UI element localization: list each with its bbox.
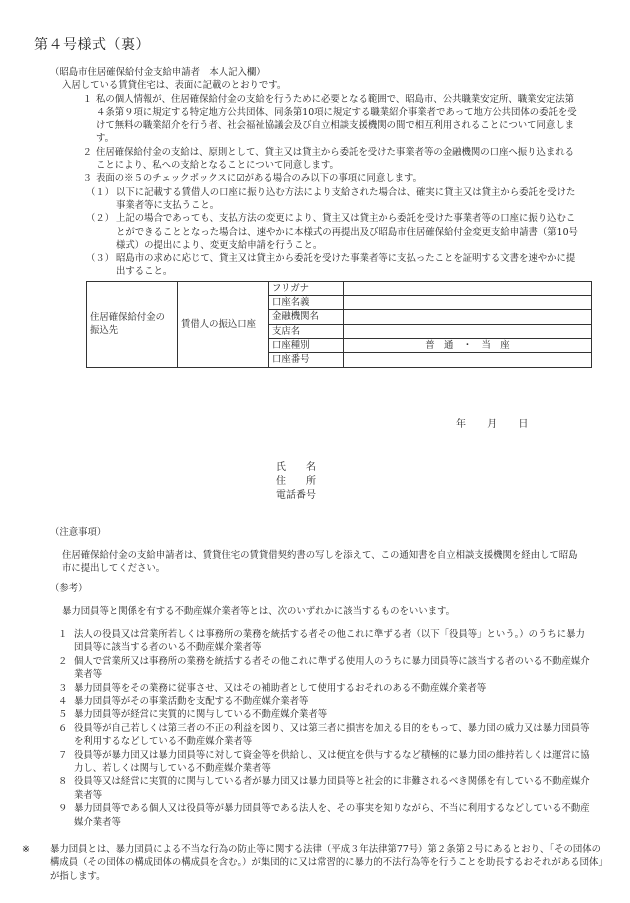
subitem-number: （１） <box>86 186 115 198</box>
reference-item: ３ 暴力団員等をその業務に従事させ、又はその補助者として使用するおそれのある不動産媒介業者等 <box>58 682 487 694</box>
item-text: 私の個人情報が、住居確保給付金の支給を行うために必要となる範囲で、昭島市、公共職業安定所、職業安定法第４条第９項に規定する特定地方公共団体、同条第10項に規定する職業紹介事業者であって地方公共団体の委託を受けて無料の職業紹介を行う者、社会福祉協議会及び自立相談支援機関の間で相互利用されることについて同意します。 <box>96 93 577 145</box>
consent-item <box>50 93 580 146</box>
row-label-bank-name: 金融機関名 <box>269 310 344 324</box>
signature-block[interactable] <box>276 461 336 503</box>
intro-text: 入居している賃貸住宅は、表面に記載のとおりです。 <box>62 80 287 92</box>
reference-item: １ 法人の役員又は営業所若しくは事務所の業務を統括する者その他これに準ずる者（以下「役員等」という。）のうちに暴力団員等に該当する者のいる不動産媒介業者等 <box>58 628 585 654</box>
reference-item: ８ 役員等又は経営に実質的に関与している者が暴力団又は暴力団員等と社会的に非難されるべき関係を有している不動産媒介業者等 <box>58 776 590 801</box>
form-title: 第４号様式（裏） <box>34 37 150 53</box>
subitem-text: 昭島市の求めに応じて、貸主又は貸主から委託を受けた事業者等に支払ったことを証明する文書を速やかに提出すること。 <box>116 253 576 278</box>
consent-section <box>50 66 580 368</box>
item-text: 住居確保給付金の支給は、原則として、貸主又は貸主から委託を受けた事業者等の金融機関の口座へ振り込まれることにより、私への支給となることについて同意します。 <box>96 146 574 172</box>
signature-phone-label: 電話番号 <box>276 490 316 501</box>
consent-subitem <box>50 252 580 279</box>
signature-name-label: 氏 名 <box>276 462 316 473</box>
row-label-account-type: 口座種別 <box>269 338 344 352</box>
bank-name-field[interactable] <box>344 310 592 324</box>
notes-text: 住居確保給付金の支給申請者は、賃貸住宅の賃貸借契約書の写しを添えて、この通知書を自立相談支援機関を経由して昭島市に提出してください。 <box>62 550 578 575</box>
reference-item: ４ 暴力団員等がその事業活動を支配する不動産媒介業者等 <box>58 696 309 708</box>
bank-account-table <box>86 281 592 368</box>
reference-item: ６ 役員等が自己若しくは第三者の不正の利益を図り、又は第三者に損害を加える目的をもって、暴力団の威力又は暴力団員等を利用するなどしている不動産媒介業者等 <box>58 722 590 748</box>
section-header: （昭島市住居確保給付金支給申請者 本人記入欄） <box>50 67 266 78</box>
date-year: 年 <box>456 419 466 430</box>
footnote-mark: ※ <box>22 844 30 855</box>
row-label-furigana: フリガナ <box>269 281 344 295</box>
reference-header: （参考） <box>50 583 88 595</box>
reference-item: ５ 暴力団員等が経営に実質的に関与している不動産媒介業者等 <box>58 709 328 721</box>
furigana-field[interactable] <box>344 281 592 295</box>
reference-item: ９ 暴力団員等である個人又は役員等が暴力団員等である法人を、その事実を知りながら、不当に利用するなどしている不動産媒介業者等 <box>58 803 590 828</box>
signature-address-label: 住 所 <box>276 476 316 487</box>
subitem-text: 以下に記載する賃借人の口座に振り込む方法により支給された場合は、確実に貸主又は貸主から委託を受けた事業者等に支払うこと。 <box>116 186 576 211</box>
consent-subitem <box>50 186 580 213</box>
account-type-options[interactable]: 普 通 ・ 当 座 <box>344 338 592 352</box>
item-text: 表面の※５のチェックボックスに☑がある場合のみ以下の事項に同意します。 <box>96 173 423 185</box>
date-day: 日 <box>518 419 529 430</box>
row-label-account-holder: 口座名義 <box>269 296 344 310</box>
reference-section <box>50 573 590 829</box>
footnote <box>22 843 604 883</box>
reference-item: ７ 役員等が暴力団又は暴力団員等に対して資金等を供給し、又は便宜を供与するなど積極的に暴力団の維持若しくは運営に協力し、若しくは関与している不動産媒介業者等 <box>58 749 590 775</box>
subitem-number: （３） <box>86 253 115 265</box>
item-number: １ <box>82 93 92 105</box>
account-number-field[interactable] <box>344 353 592 367</box>
tenant-account-label: 賃借人の振込口座 <box>178 281 269 367</box>
date-line[interactable] <box>456 415 556 430</box>
consent-subitem <box>50 212 580 252</box>
consent-item <box>50 146 580 173</box>
account-holder-field[interactable] <box>344 296 592 310</box>
branch-name-field[interactable] <box>344 324 592 338</box>
footnote-text: 暴力団員とは、暴力団員による不当な行為の防止等に関する法律（平成３年法律第77号）第２条第２号にあるとおり、「その団体の構成員（その団体の構成団体の構成員を含む。）が集団的に又は常習的に暴力的不法行為等を行うことを助長するおそれがある団体」が指します。 <box>50 844 604 882</box>
reference-intro: 暴力団員等と関係を有する不動産媒介業者等とは、次のいずれかに該当するものをいいます。 <box>62 606 456 618</box>
subitem-text: 上記の場合であっても、支払方法の変更により、貸主又は貸主から委託を受けた事業者等の口座に振り込むことができることとなった場合は、速やかに本様式の再提出及び昭島市住居確保給付金変更支給申請書（第10号様式）の提出により、変更支給申請を行うこと。 <box>116 213 578 251</box>
reference-item: ２ 個人で営業所又は事務所の業務を統括する者その他これに準ずる使用人のうちに暴力団員等に該当する者のいる不動産媒介業者等 <box>58 655 590 681</box>
notes-header: （注意事項） <box>50 527 107 539</box>
transfer-destination-label: 住居確保給付金の振込先 <box>87 281 178 367</box>
date-month: 月 <box>487 419 498 430</box>
subitem-number: （２） <box>86 213 115 225</box>
row-label-branch-name: 支店名 <box>269 324 344 338</box>
consent-item <box>50 172 580 185</box>
item-number: ３ <box>82 173 92 185</box>
item-number: ２ <box>82 146 92 158</box>
row-label-account-number: 口座番号 <box>269 353 344 367</box>
